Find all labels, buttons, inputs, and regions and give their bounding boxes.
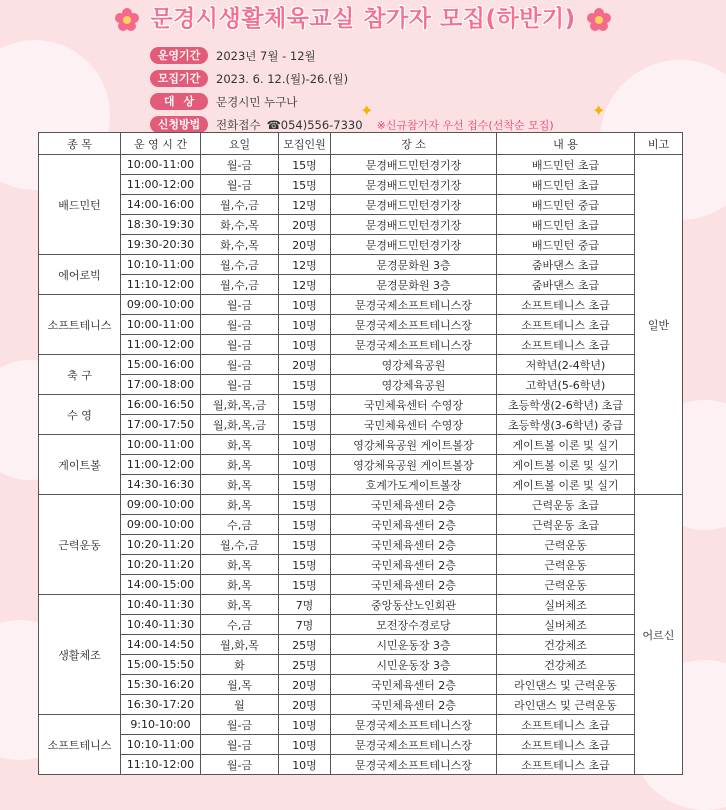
table-row bbox=[39, 375, 683, 395]
table-row bbox=[39, 255, 683, 275]
recruit-period bbox=[150, 67, 554, 90]
day-cell: 화,수,목 bbox=[201, 215, 279, 235]
table-row bbox=[39, 355, 683, 375]
content-cell: 라인댄스 및 근력운동 bbox=[497, 675, 635, 695]
header-place: 장 소 bbox=[331, 133, 497, 155]
time-cell: 11:00-12:00 bbox=[121, 175, 201, 195]
day-cell: 월,수,금 bbox=[201, 535, 279, 555]
category-cell: 근력운동 bbox=[39, 495, 121, 595]
recruit-label: 모집기간 bbox=[150, 70, 208, 87]
place-cell: 국민체육센터 2층 bbox=[331, 515, 497, 535]
priority-note: ※신규참가자 우선 접수(선착순 모집) bbox=[376, 118, 554, 132]
capacity-cell: 12명 bbox=[279, 255, 331, 275]
note-cell: 일반 bbox=[635, 155, 683, 495]
day-cell: 화,목 bbox=[201, 495, 279, 515]
time-cell: 10:10-11:00 bbox=[121, 255, 201, 275]
content-cell: 소프트테니스 초급 bbox=[497, 295, 635, 315]
place-cell: 국민체육센터 2층 bbox=[331, 675, 497, 695]
table-row bbox=[39, 655, 683, 675]
time-cell: 18:30-19:30 bbox=[121, 215, 201, 235]
place-cell: 문경배드민턴경기장 bbox=[331, 235, 497, 255]
time-cell: 10:20-11:20 bbox=[121, 555, 201, 575]
day-cell: 월-금 bbox=[201, 175, 279, 195]
time-cell: 17:00-17:50 bbox=[121, 415, 201, 435]
capacity-cell: 10명 bbox=[279, 315, 331, 335]
content-cell: 근력운동 bbox=[497, 575, 635, 595]
time-cell: 11:00-12:00 bbox=[121, 335, 201, 355]
header-category: 종 목 bbox=[39, 133, 121, 155]
table-row bbox=[39, 175, 683, 195]
category-cell: 수 영 bbox=[39, 395, 121, 435]
capacity-cell: 7명 bbox=[279, 595, 331, 615]
day-cell: 월,화,목 bbox=[201, 635, 279, 655]
place-cell: 영강체육공원 게이트볼장 bbox=[331, 435, 497, 455]
capacity-cell: 15명 bbox=[279, 495, 331, 515]
place-cell: 국민체육센터 수영장 bbox=[331, 395, 497, 415]
content-cell: 건강체조 bbox=[497, 635, 635, 655]
header-content: 내 용 bbox=[497, 133, 635, 155]
day-cell: 월-금 bbox=[201, 375, 279, 395]
capacity-cell: 15명 bbox=[279, 395, 331, 415]
time-cell: 9:10-10:00 bbox=[121, 715, 201, 735]
place-cell: 문경문화원 3층 bbox=[331, 275, 497, 295]
place-cell: 문경문화원 3층 bbox=[331, 255, 497, 275]
table-row bbox=[39, 535, 683, 555]
place-cell: 문경국제소프트테니스장 bbox=[331, 715, 497, 735]
time-cell: 10:20-11:20 bbox=[121, 535, 201, 555]
day-cell: 월,목 bbox=[201, 675, 279, 695]
day-cell: 월-금 bbox=[201, 755, 279, 775]
day-cell: 월,수,금 bbox=[201, 255, 279, 275]
table-row bbox=[39, 475, 683, 495]
table-row bbox=[39, 435, 683, 455]
content-cell: 저학년(2-4학년) bbox=[497, 355, 635, 375]
place-cell: 호계가도게이트볼장 bbox=[331, 475, 497, 495]
place-cell: 국민체육센터 2층 bbox=[331, 555, 497, 575]
day-cell: 월-금 bbox=[201, 315, 279, 335]
time-cell: 11:10-12:00 bbox=[121, 275, 201, 295]
capacity-cell: 12명 bbox=[279, 275, 331, 295]
table-row bbox=[39, 695, 683, 715]
schedule-table bbox=[38, 132, 683, 775]
place-cell: 국민체육센터 2층 bbox=[331, 495, 497, 515]
place-cell: 국민체육센터 2층 bbox=[331, 575, 497, 595]
target-label: 대상 bbox=[150, 93, 208, 110]
table-row bbox=[39, 515, 683, 535]
capacity-cell: 15명 bbox=[279, 175, 331, 195]
table-row bbox=[39, 455, 683, 475]
content-cell: 소프트테니스 초급 bbox=[497, 755, 635, 775]
content-cell: 소프트테니스 초급 bbox=[497, 335, 635, 355]
table-row bbox=[39, 295, 683, 315]
capacity-cell: 20명 bbox=[279, 215, 331, 235]
capacity-cell: 10명 bbox=[279, 335, 331, 355]
place-cell: 문경국제소프트테니스장 bbox=[331, 315, 497, 335]
table-row bbox=[39, 555, 683, 575]
table-header-row bbox=[39, 133, 683, 155]
place-cell: 문경국제소프트테니스장 bbox=[331, 735, 497, 755]
capacity-cell: 10명 bbox=[279, 435, 331, 455]
place-cell: 영강체육공원 bbox=[331, 355, 497, 375]
place-cell: 시민운동장 3층 bbox=[331, 635, 497, 655]
table-row bbox=[39, 275, 683, 295]
time-cell: 10:00-11:00 bbox=[121, 155, 201, 175]
content-cell: 근력운동 초급 bbox=[497, 515, 635, 535]
category-cell: 소프트테니스 bbox=[39, 295, 121, 355]
place-cell: 문경국제소프트테니스장 bbox=[331, 755, 497, 775]
time-cell: 15:00-16:00 bbox=[121, 355, 201, 375]
capacity-cell: 10명 bbox=[279, 715, 331, 735]
time-cell: 10:40-11:30 bbox=[121, 595, 201, 615]
capacity-cell: 7명 bbox=[279, 615, 331, 635]
place-cell: 영강체육공원 bbox=[331, 375, 497, 395]
capacity-cell: 15명 bbox=[279, 475, 331, 495]
content-cell: 고학년(5-6학년) bbox=[497, 375, 635, 395]
capacity-cell: 15명 bbox=[279, 515, 331, 535]
place-cell: 국민체육센터 2층 bbox=[331, 695, 497, 715]
header-capacity: 모집인원 bbox=[279, 133, 331, 155]
place-cell: 중앙동산노인회관 bbox=[331, 595, 497, 615]
day-cell: 월 bbox=[201, 695, 279, 715]
table-row bbox=[39, 495, 683, 515]
content-cell: 게이트볼 이론 및 실기 bbox=[497, 435, 635, 455]
note-cell: 어르신 bbox=[635, 495, 683, 775]
time-cell: 09:00-10:00 bbox=[121, 495, 201, 515]
table-row bbox=[39, 715, 683, 735]
content-cell: 근력운동 bbox=[497, 535, 635, 555]
table-row bbox=[39, 335, 683, 355]
content-cell: 배드민턴 초급 bbox=[497, 155, 635, 175]
content-cell: 게이트볼 이론 및 실기 bbox=[497, 455, 635, 475]
content-cell: 근력운동 초급 bbox=[497, 495, 635, 515]
content-cell: 배드민턴 중급 bbox=[497, 235, 635, 255]
content-cell: 라인댄스 및 근력운동 bbox=[497, 695, 635, 715]
time-cell: 09:00-10:00 bbox=[121, 515, 201, 535]
time-cell: 15:30-16:20 bbox=[121, 675, 201, 695]
place-cell: 시민운동장 3층 bbox=[331, 655, 497, 675]
content-cell: 소프트테니스 초급 bbox=[497, 735, 635, 755]
time-cell: 11:00-12:00 bbox=[121, 455, 201, 475]
table-body bbox=[39, 155, 683, 775]
content-cell: 초등학생(3-6학년) 중급 bbox=[497, 415, 635, 435]
time-cell: 15:00-15:50 bbox=[121, 655, 201, 675]
place-cell: 국민체육센터 수영장 bbox=[331, 415, 497, 435]
sparkle-icon: ✦ bbox=[360, 101, 374, 120]
category-cell: 게이트볼 bbox=[39, 435, 121, 495]
day-cell: 월,수,금 bbox=[201, 195, 279, 215]
time-cell: 14:30-16:30 bbox=[121, 475, 201, 495]
content-cell: 소프트테니스 초급 bbox=[497, 315, 635, 335]
operation-period bbox=[150, 44, 554, 67]
day-cell: 화,목 bbox=[201, 555, 279, 575]
time-cell: 16:30-17:20 bbox=[121, 695, 201, 715]
content-cell: 배드민턴 초급 bbox=[497, 175, 635, 195]
page-title: 문경시생활체육교실 참가자 모집(하반기) bbox=[150, 6, 576, 32]
table-row bbox=[39, 415, 683, 435]
day-cell: 화,목 bbox=[201, 455, 279, 475]
table-row bbox=[39, 675, 683, 695]
day-cell: 월-금 bbox=[201, 735, 279, 755]
table-row bbox=[39, 635, 683, 655]
place-cell: 문경배드민턴경기장 bbox=[331, 215, 497, 235]
day-cell: 월-금 bbox=[201, 355, 279, 375]
table-row bbox=[39, 195, 683, 215]
operation-value: 2023년 7월 - 12월 bbox=[216, 48, 316, 63]
target-audience bbox=[150, 90, 554, 113]
capacity-cell: 25명 bbox=[279, 655, 331, 675]
day-cell: 화,수,목 bbox=[201, 235, 279, 255]
content-cell: 게이트볼 이론 및 실기 bbox=[497, 475, 635, 495]
day-cell: 수,금 bbox=[201, 615, 279, 635]
day-cell: 월,화,목,금 bbox=[201, 395, 279, 415]
capacity-cell: 20명 bbox=[279, 235, 331, 255]
content-cell: 근력운동 bbox=[497, 555, 635, 575]
content-cell: 실버체조 bbox=[497, 595, 635, 615]
capacity-cell: 15명 bbox=[279, 155, 331, 175]
place-cell: 문경국제소프트테니스장 bbox=[331, 335, 497, 355]
time-cell: 10:10-11:00 bbox=[121, 735, 201, 755]
time-cell: 11:10-12:00 bbox=[121, 755, 201, 775]
table-row bbox=[39, 155, 683, 175]
table-row bbox=[39, 735, 683, 755]
table-row bbox=[39, 395, 683, 415]
content-cell: 줌바댄스 초급 bbox=[497, 255, 635, 275]
content-cell: 배드민턴 중급 bbox=[497, 195, 635, 215]
apply-value: 전화접수 bbox=[216, 117, 261, 132]
category-cell: 에어로빅 bbox=[39, 255, 121, 295]
day-cell: 수,금 bbox=[201, 515, 279, 535]
capacity-cell: 15명 bbox=[279, 575, 331, 595]
time-cell: 10:00-11:00 bbox=[121, 315, 201, 335]
apply-label: 신청방법 bbox=[150, 116, 208, 133]
header-note: 비고 bbox=[635, 133, 683, 155]
category-cell: 축 구 bbox=[39, 355, 121, 395]
target-value: 문경시민 누구나 bbox=[216, 94, 298, 109]
table-row bbox=[39, 615, 683, 635]
day-cell: 월-금 bbox=[201, 155, 279, 175]
header-day: 요일 bbox=[201, 133, 279, 155]
table-row bbox=[39, 575, 683, 595]
capacity-cell: 20명 bbox=[279, 695, 331, 715]
capacity-cell: 10명 bbox=[279, 455, 331, 475]
day-cell: 월-금 bbox=[201, 335, 279, 355]
day-cell: 월-금 bbox=[201, 295, 279, 315]
header-time: 운 영 시 간 bbox=[121, 133, 201, 155]
table-row bbox=[39, 755, 683, 775]
day-cell: 화,목 bbox=[201, 595, 279, 615]
place-cell: 국민체육센터 2층 bbox=[331, 535, 497, 555]
flower-icon bbox=[587, 8, 611, 32]
content-cell: 초등학생(2-6학년) 초급 bbox=[497, 395, 635, 415]
time-cell: 10:40-11:30 bbox=[121, 615, 201, 635]
place-cell: 문경배드민턴경기장 bbox=[331, 175, 497, 195]
content-cell: 배드민턴 초급 bbox=[497, 215, 635, 235]
table-row bbox=[39, 235, 683, 255]
day-cell: 화,목 bbox=[201, 435, 279, 455]
time-cell: 14:00-15:00 bbox=[121, 575, 201, 595]
time-cell: 14:00-16:00 bbox=[121, 195, 201, 215]
place-cell: 문경국제소프트테니스장 bbox=[331, 295, 497, 315]
day-cell: 화 bbox=[201, 655, 279, 675]
flower-icon bbox=[115, 8, 139, 32]
category-cell: 배드민턴 bbox=[39, 155, 121, 255]
operation-label: 운영기간 bbox=[150, 47, 208, 64]
day-cell: 월,화,목,금 bbox=[201, 415, 279, 435]
day-cell: 화,목 bbox=[201, 475, 279, 495]
capacity-cell: 10명 bbox=[279, 735, 331, 755]
time-cell: 10:00-11:00 bbox=[121, 435, 201, 455]
content-cell: 건강체조 bbox=[497, 655, 635, 675]
capacity-cell: 20명 bbox=[279, 355, 331, 375]
time-cell: 19:30-20:30 bbox=[121, 235, 201, 255]
time-cell: 09:00-10:00 bbox=[121, 295, 201, 315]
capacity-cell: 15명 bbox=[279, 375, 331, 395]
capacity-cell: 15명 bbox=[279, 415, 331, 435]
place-cell: 문경배드민턴경기장 bbox=[331, 155, 497, 175]
time-cell: 14:00-14:50 bbox=[121, 635, 201, 655]
day-cell: 월-금 bbox=[201, 715, 279, 735]
capacity-cell: 10명 bbox=[279, 755, 331, 775]
capacity-cell: 10명 bbox=[279, 295, 331, 315]
capacity-cell: 15명 bbox=[279, 535, 331, 555]
content-cell: 줌바댄스 초급 bbox=[497, 275, 635, 295]
info-panel bbox=[150, 44, 554, 136]
capacity-cell: 25명 bbox=[279, 635, 331, 655]
schedule-table-wrapper bbox=[38, 132, 683, 775]
table-row bbox=[39, 315, 683, 335]
capacity-cell: 20명 bbox=[279, 675, 331, 695]
day-cell: 화,목 bbox=[201, 575, 279, 595]
category-cell: 소프트테니스 bbox=[39, 715, 121, 775]
time-cell: 16:00-16:50 bbox=[121, 395, 201, 415]
content-cell: 소프트테니스 초급 bbox=[497, 715, 635, 735]
place-cell: 모전장수경로당 bbox=[331, 615, 497, 635]
recruit-value: 2023. 6. 12.(월)-26.(월) bbox=[216, 71, 349, 86]
table-row bbox=[39, 215, 683, 235]
capacity-cell: 12명 bbox=[279, 195, 331, 215]
title-bar bbox=[0, 4, 726, 34]
place-cell: 영강체육공원 게이트볼장 bbox=[331, 455, 497, 475]
capacity-cell: 15명 bbox=[279, 555, 331, 575]
place-cell: 문경배드민턴경기장 bbox=[331, 195, 497, 215]
content-cell: 실버체조 bbox=[497, 615, 635, 635]
category-cell: 생활체조 bbox=[39, 595, 121, 715]
sparkle-icon: ✦ bbox=[592, 101, 606, 120]
phone-number[interactable]: ☎054)556-7330 bbox=[266, 117, 363, 132]
time-cell: 17:00-18:00 bbox=[121, 375, 201, 395]
day-cell: 월,수,금 bbox=[201, 275, 279, 295]
table-row bbox=[39, 595, 683, 615]
